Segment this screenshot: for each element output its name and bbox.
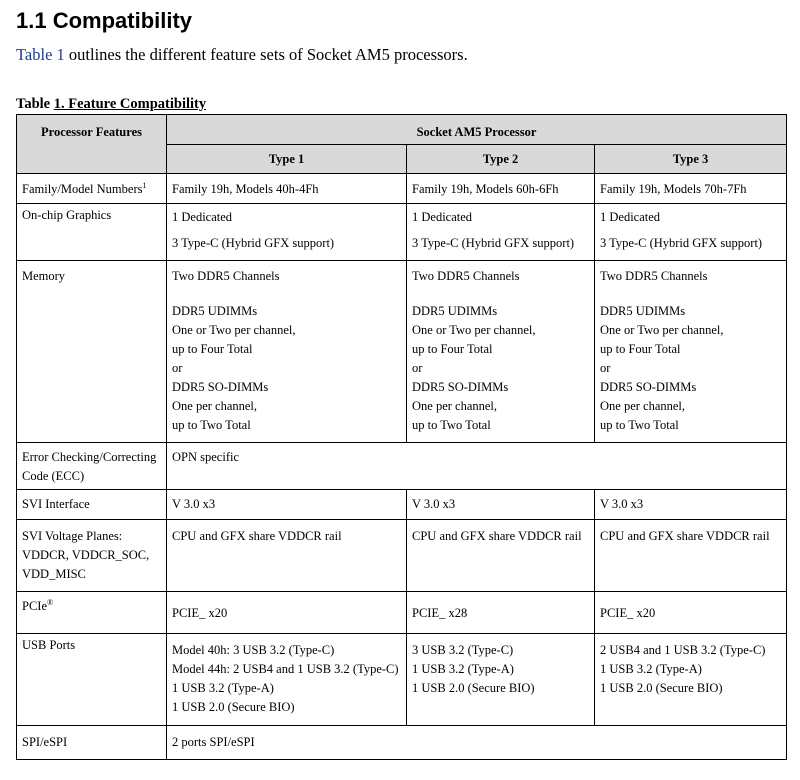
svi-type-2: V 3.0 x3 [407, 490, 595, 520]
socket-header: Socket AM5 Processor [167, 115, 787, 145]
planes-type-2: CPU and GFX share VDDCR rail [407, 520, 595, 592]
spi-label: SPI/eSPI [17, 726, 167, 760]
spi-value: 2 ports SPI/eSPI [167, 726, 787, 760]
ecc-label: Error Checking/Correcting Code (ECC) [17, 443, 167, 490]
section-heading: 1.1 Compatibility [16, 8, 193, 33]
family-label: Family/Model Numbers$^1$ [17, 174, 167, 204]
family-type-3: Family 19h, Models 70h-7Fh [595, 174, 787, 204]
pcie-type-3: PCIE_ x20 [595, 592, 787, 634]
usb-label: USB Ports [17, 634, 167, 726]
family-type-2: Family 19h, Models 60h-6Fh [407, 174, 595, 204]
table-caption [16, 96, 206, 113]
table-row-memory [17, 261, 787, 443]
pcie-type-1: PCIE_ x20 [167, 592, 407, 634]
table-row-graphics [17, 204, 787, 261]
usb-type-3: 2 USB4 and 1 USB 3.2 (Type-C) 1 USB 3.2 (Type-A) 1 USB 2.0 (Secure BIO) [595, 634, 787, 726]
table-row-svi [17, 490, 787, 520]
caption-prefix: Table [16, 96, 54, 112]
table-row-planes [17, 520, 787, 592]
table-row-spi [17, 726, 787, 760]
intro-paragraph [16, 45, 468, 65]
registered-mark: ® [47, 597, 54, 607]
pcie-label: PCIe® [17, 592, 167, 634]
caption-title: . Feature Compatibility [61, 96, 207, 112]
type-2-header: Type 2 [407, 145, 595, 174]
type-3-header: Type 3 [595, 145, 787, 174]
planes-type-1: CPU and GFX share VDDCR rail [167, 520, 407, 592]
planes-type-3: CPU and GFX share VDDCR rail [595, 520, 787, 592]
svi-label: SVI Interface [17, 490, 167, 520]
usb-type-2: 3 USB 3.2 (Type-C) 1 USB 3.2 (Type-A) 1 USB 2.0 (Secure BIO) [407, 634, 595, 726]
graphics-type-3: 1 Dedicated 3 Type-C (Hybrid GFX support) [595, 204, 787, 261]
svi-type-1: V 3.0 x3 [167, 490, 407, 520]
intro-text: outlines the different feature sets of Socket AM5 processors. [64, 45, 468, 64]
family-type-1: Family 19h, Models 40h-4Fh [167, 174, 407, 204]
graphics-type-1: 1 Dedicated 3 Type-C (Hybrid GFX support) [167, 204, 407, 261]
usb-type-1: Model 40h: 3 USB 3.2 (Type-C) Model 44h: 2 USB4 and 1 USB 3.2 (Type-C) 1 USB 3.2 (Type-A) 1 USB 2.0 (Secure BIO) [167, 634, 407, 726]
type-1-header: Type 1 [167, 145, 407, 174]
header-row-1 [17, 115, 787, 145]
table-reference-link[interactable]: Table 1 [16, 45, 65, 64]
footnote-marker: 1 [142, 180, 147, 190]
memory-type-2: Two DDR5 Channels DDR5 UDIMMs One or Two per channel, up to Four Total or DDR5 SO-DIMMs One per channel, up to Two Total [407, 261, 595, 443]
graphics-type-2: 1 Dedicated 3 Type-C (Hybrid GFX support) [407, 204, 595, 261]
graphics-label: On-chip Graphics [17, 204, 167, 261]
feature-compatibility-table [16, 114, 787, 760]
memory-type-3: Two DDR5 Channels DDR5 UDIMMs One or Two per channel, up to Four Total or DDR5 SO-DIMMs One per channel, up to Two Total [595, 261, 787, 443]
table-row-ecc [17, 443, 787, 490]
memory-type-1: Two DDR5 Channels DDR5 UDIMMs One or Two per channel, up to Four Total or DDR5 SO-DIMMs One per channel, up to Two Total [167, 261, 407, 443]
table-row-pcie [17, 592, 787, 634]
table-row-family [17, 174, 787, 204]
memory-label: Memory [17, 261, 167, 443]
ecc-value: OPN specific [167, 443, 787, 490]
caption-number: 1 [53, 96, 61, 112]
processor-features-header: Processor Features [17, 115, 167, 174]
planes-label: SVI Voltage Planes: VDDCR, VDDCR_SOC, VDD_MISC [17, 520, 167, 592]
svi-type-3: V 3.0 x3 [595, 490, 787, 520]
table-row-usb [17, 634, 787, 726]
pcie-type-2: PCIE_ x28 [407, 592, 595, 634]
